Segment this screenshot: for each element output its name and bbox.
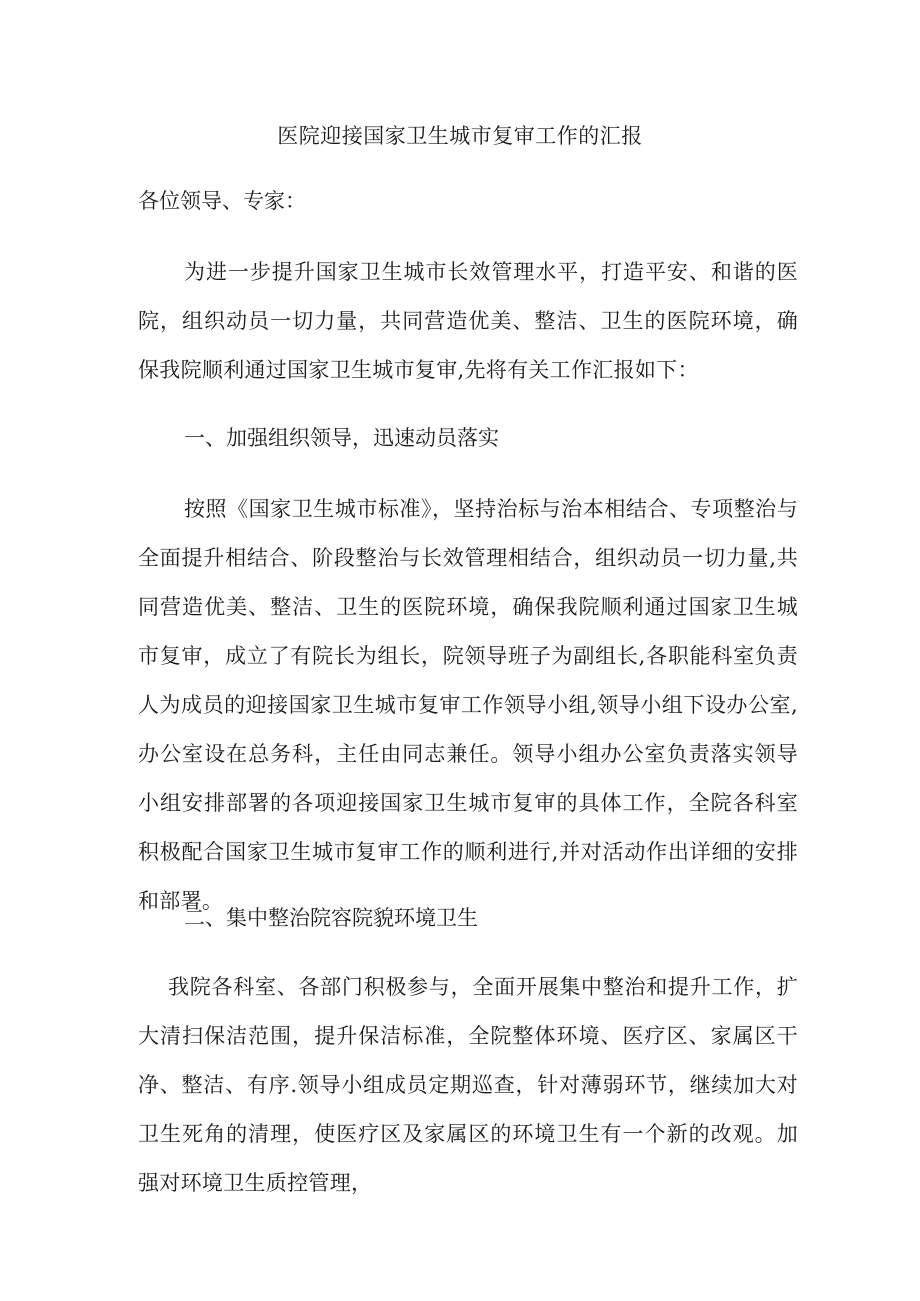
section-2-paragraph: 我院各科室、各部门积极参与，全面开展集中整治和提升工作，扩大清扫保洁范围，提升保洁标准，全院整体环境、医疗区、家属区干净、整洁、有序.领导小组成员定期巡查，针对薄弱环节，继续加大对卫生死角的清理，使医疗区及家属区的环境卫生有一个新的改观。加强对环境卫生质控管理，: [138, 975, 798, 1195]
section-1-heading: 一、加强组织领导，迅速动员落实: [184, 426, 499, 450]
section-1-paragraph: 按照《国家卫生城市标准》，坚持治标与治本相结合、专项整治与全面提升相结合、阶段整治与长效管理相结合，组织动员一切力量,共同营造优美、整洁、卫生的医院环境，确保我院顺利通过国家卫生城市复审，成立了有院长为组长，院领导班子为副组长,各职能科室负责人为成员的迎接国家卫生城市复审工作领导小组,领导小组下设办公室,办公室设在总务科，主任由同志兼任。领导小组办公室负责落实领导小组安排部署的各项迎接国家卫生城市复审的具体工作，全院各科室积极配合国家卫生城市复审工作的顺利进行,并对活动作出详细的安排和部署。: [138, 497, 798, 913]
salutation: 各位领导、专家：: [138, 189, 306, 213]
section-2-heading: 二、集中整治院容院貌环境卫生: [184, 906, 478, 930]
document-title: 医院迎接国家卫生城市复审工作的汇报: [277, 124, 643, 148]
intro-paragraph: 为进一步提升国家卫生城市长效管理水平，打造平安、和谐的医院，组织动员一切力量，共同营造优美、整洁、卫生的医院环境，确保我院顺利通过国家卫生城市复审,先将有关工作汇报如下：: [138, 260, 798, 382]
